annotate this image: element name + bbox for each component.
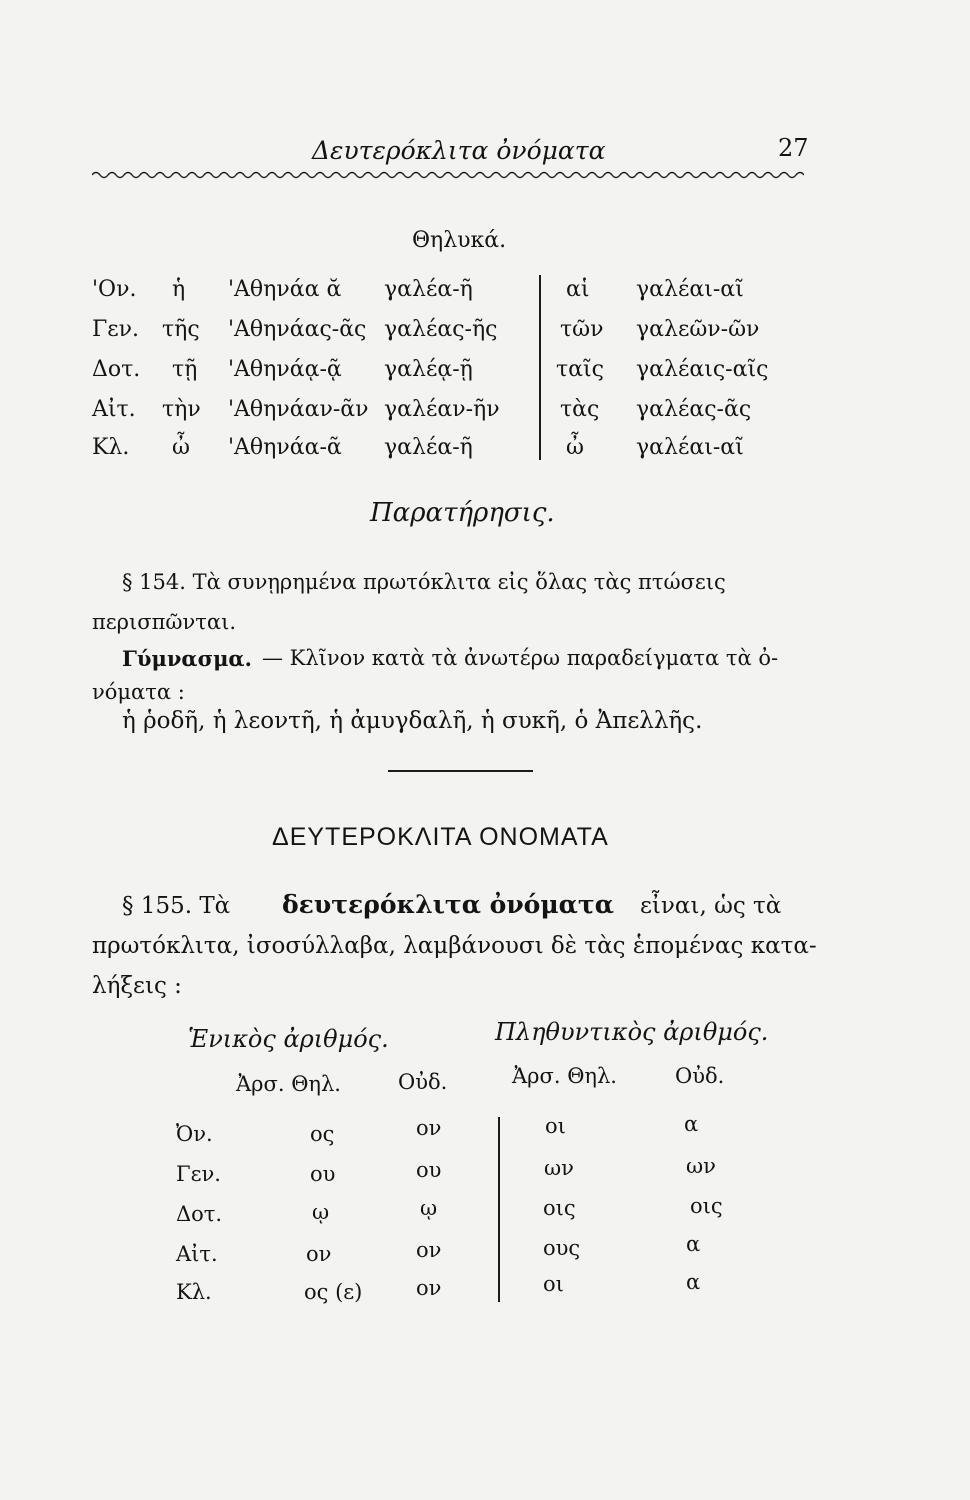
observation-title: Παρατήρησις. bbox=[370, 498, 555, 528]
sg-mf-ending-1: ου bbox=[310, 1162, 336, 1186]
sg-n-ending-1: ου bbox=[416, 1158, 442, 1182]
plural-label: Πληθυντικὸς ἀριθμός. bbox=[495, 1018, 769, 1046]
feminine-title: Θηλυκά. bbox=[412, 228, 507, 253]
sg-word1-4: 'Αθηνάα-ᾶ bbox=[228, 435, 342, 460]
sg-gender-header-n: Οὐδ. bbox=[398, 1070, 448, 1094]
pl-article-3: τὰς bbox=[560, 397, 600, 422]
sg-mf-ending-2: ῳ bbox=[312, 1200, 330, 1224]
pl-mf-ending-0: οι bbox=[545, 1114, 566, 1138]
sg-mf-ending-4: ος (ε) bbox=[304, 1280, 363, 1304]
pl-gender-header-n: Οὐδ. bbox=[675, 1064, 725, 1088]
exercise-examples: ἡ ῥοδῆ, ἡ λεοντῆ, ἡ ἀμυγδαλῆ, ἡ συκῆ, ὁ Ἀπελλῆς. bbox=[122, 708, 703, 734]
paragraph-154-line2: περισπῶνται. bbox=[92, 610, 236, 634]
pl-word-0: γαλέαι-αῖ bbox=[636, 277, 744, 302]
ending-case-4: Κλ. bbox=[176, 1280, 212, 1304]
pl-n-ending-3: α bbox=[686, 1232, 701, 1256]
sg-n-ending-3: ον bbox=[416, 1238, 442, 1262]
sg-word2-3: γαλέαν-ῆν bbox=[384, 397, 500, 422]
pl-mf-ending-4: οι bbox=[543, 1272, 564, 1296]
pl-n-ending-2: οις bbox=[690, 1194, 723, 1218]
sg-case-1: Γεν. bbox=[92, 317, 140, 342]
sg-article-2: τῇ bbox=[172, 357, 198, 382]
running-header-title: Δευτερόκλιτα ὀνόματα bbox=[312, 136, 606, 165]
page-number: 27 bbox=[778, 134, 809, 162]
ending-case-2: Δοτ. bbox=[176, 1202, 223, 1226]
paragraph-155-line2: πρωτόκλιτα, ἰσοσύλλαβα, λαμβάνουσι δὲ τὰς ἑπομένας κατα- bbox=[92, 933, 817, 959]
pl-article-4: ὦ bbox=[566, 435, 584, 460]
sg-article-3: τὴν bbox=[162, 397, 201, 422]
sg-word1-0: 'Αθηνάα ᾰ bbox=[228, 277, 342, 302]
paragraph-154-line1: § 154. Τὰ συνῃρημένα πρωτόκλιτα εἰς ὅλας τὰς πτώσεις bbox=[122, 570, 726, 594]
exercise-label: Γύμνασμα. bbox=[122, 646, 252, 671]
pl-word-4: γαλέαι-αῖ bbox=[636, 435, 744, 460]
pl-n-ending-4: α bbox=[686, 1270, 701, 1294]
sg-article-1: τῆς bbox=[162, 317, 200, 342]
endings-divider bbox=[498, 1117, 500, 1302]
header-wavy-rule bbox=[92, 168, 804, 182]
sg-word2-0: γαλέα-ῆ bbox=[384, 277, 473, 302]
pl-n-ending-1: ων bbox=[686, 1154, 716, 1178]
ending-case-3: Αἰτ. bbox=[176, 1242, 218, 1266]
sg-case-4: Κλ. bbox=[92, 435, 130, 460]
paragraph-155-lead: § 155. Τὰ bbox=[122, 893, 231, 919]
sg-word2-2: γαλέᾳ-ῇ bbox=[384, 357, 473, 382]
pl-n-ending-0: α bbox=[684, 1112, 699, 1136]
paragraph-155-line3: λήξεις : bbox=[92, 973, 182, 999]
pl-mf-ending-3: ους bbox=[543, 1236, 581, 1260]
ending-case-1: Γεν. bbox=[176, 1162, 221, 1186]
sg-word1-3: 'Αθηνάαν-ᾶν bbox=[228, 397, 369, 422]
pl-mf-ending-2: οις bbox=[543, 1196, 576, 1220]
pl-word-2: γαλέαις-αῖς bbox=[636, 357, 769, 382]
sg-n-ending-0: ον bbox=[416, 1116, 442, 1140]
sg-word2-4: γαλέα-ῆ bbox=[384, 435, 473, 460]
sg-article-0: ἡ bbox=[172, 277, 186, 302]
sg-word1-1: 'Αθηνάας-ᾶς bbox=[228, 317, 367, 342]
sg-case-3: Αἰτ. bbox=[92, 397, 136, 422]
section-divider bbox=[388, 770, 533, 772]
ending-case-0: Ὀν. bbox=[176, 1122, 213, 1146]
paragraph-155-bold: δευτερόκλιτα ὀνόματα bbox=[282, 890, 614, 919]
exercise-line2: νόματα : bbox=[92, 680, 185, 704]
sg-word2-1: γαλέας-ῆς bbox=[384, 317, 498, 342]
sg-word1-2: 'Αθηνάᾳ-ᾷ bbox=[228, 357, 342, 382]
second-declension-heading: ΔΕΥΤΕΡΟΚΛΙΤΑ ΟΝΟΜΑΤΑ bbox=[272, 823, 609, 851]
pl-article-0: αἱ bbox=[566, 277, 590, 302]
exercise-line1: — Κλῖνον κατὰ τὰ ἀνωτέρω παραδείγματα τὰ ὀ- bbox=[262, 646, 779, 670]
pl-mf-ending-1: ων bbox=[544, 1156, 574, 1180]
pl-gender-header-mf: Ἀρσ. Θηλ. bbox=[512, 1064, 617, 1088]
sg-n-ending-2: ῳ bbox=[420, 1196, 438, 1220]
pl-word-3: γαλέας-ᾶς bbox=[636, 397, 752, 422]
pl-article-2: ταῖς bbox=[556, 357, 604, 382]
pl-word-1: γαλεῶν-ῶν bbox=[636, 317, 760, 342]
pl-article-1: τῶν bbox=[560, 317, 604, 342]
sg-case-2: Δοτ. bbox=[92, 357, 141, 382]
singular-label: Ἑνικὸς ἀριθμός. bbox=[188, 1025, 389, 1053]
sg-article-4: ὦ bbox=[172, 435, 190, 460]
sg-case-0: 'Ον. bbox=[92, 277, 137, 302]
sg-mf-ending-0: ος bbox=[310, 1122, 335, 1146]
paragraph-155-rest: εἶναι, ὡς τὰ bbox=[640, 893, 782, 919]
paradigm-divider bbox=[539, 275, 541, 460]
sg-gender-header-mf: Ἀρσ. Θηλ. bbox=[236, 1072, 341, 1096]
sg-n-ending-4: ον bbox=[416, 1276, 442, 1300]
sg-mf-ending-3: ον bbox=[306, 1242, 332, 1266]
